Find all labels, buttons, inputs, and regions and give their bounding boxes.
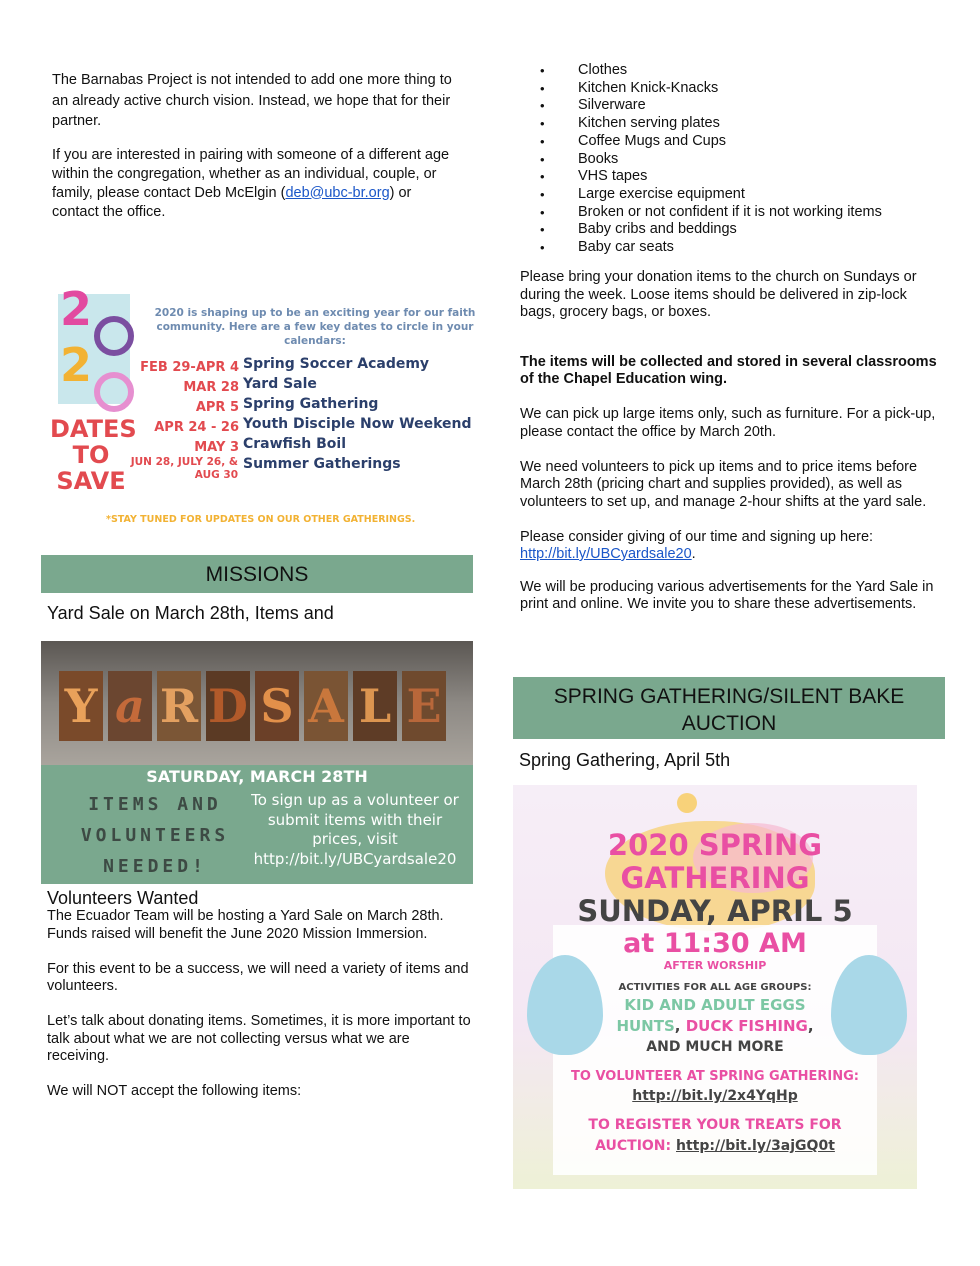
date-label: APR 5 bbox=[195, 400, 239, 415]
poster-hunts-line bbox=[513, 1016, 917, 1037]
dates-title-line3: SAVE bbox=[56, 467, 126, 495]
banner-left-line2: VOLUNTEERS bbox=[80, 825, 230, 846]
pickup-paragraph: We can pick up large items only, such as furniture. For a pick-up, please contact the office by March 20th. bbox=[520, 406, 936, 440]
volunteers-p1: The Ecuador Team will be hosting a Yard Sale on March 28th. Funds raised will benefit the June 2020 Mission Immersion. bbox=[47, 908, 444, 942]
block-letter: a bbox=[108, 671, 152, 741]
dates-digit-2b: 2 bbox=[60, 338, 93, 392]
poster-more: AND MUCH MORE bbox=[646, 1039, 784, 1055]
poster-volunteer-link[interactable]: http://bit.ly/2x4YqHp bbox=[632, 1088, 798, 1104]
poster-date: SUNDAY, APRIL 5 bbox=[577, 894, 853, 928]
dates-intro: 2020 is shaping up to be an exciting year for our faith community. Here are a few key dates to circle in your calendars: bbox=[154, 307, 476, 347]
dates-title-line2: TO bbox=[72, 441, 110, 469]
dates-row-2 bbox=[134, 376, 239, 395]
event-label-1: Spring Soccer Academy bbox=[243, 356, 430, 372]
dates-to-save-graphic bbox=[46, 282, 486, 530]
volunteers-heading: Volunteers Wanted bbox=[47, 888, 199, 908]
spring-heading-line1: SPRING GATHERING/SILENT BAKE bbox=[553, 685, 905, 708]
block-letter: S bbox=[255, 671, 299, 741]
list-item: • Broken or not confident if it is not working items bbox=[520, 204, 940, 222]
spring-gathering-heading-band bbox=[513, 677, 945, 739]
need-volunteers-paragraph: We need volunteers to pick up items and to price items before March 28th (pricing chart and supplies provided), as well as volunteers to set up, and manage 2-hour shifts at the yard sale. bbox=[520, 458, 927, 510]
poster-content bbox=[513, 829, 917, 1157]
volunteers-p3: Let’s talk about donating items. Sometimes, it is more important to talk about what we are not collecting versus what we are receiving. bbox=[47, 1013, 471, 1064]
intro-paragraph: The Barnabas Project is not intended to add one more thing to an already active church vision. Instead, we hope that for their partner. bbox=[52, 72, 452, 129]
poster-eggs: KID AND ADULT EGGS bbox=[624, 996, 806, 1014]
signup-link[interactable]: http://bit.ly/UBCyardsale20 bbox=[520, 546, 692, 562]
poster-time: at 11:30 AM bbox=[623, 928, 807, 959]
date-label: MAY 3 bbox=[194, 440, 239, 455]
banner-left-line1: ITEMS AND bbox=[88, 794, 222, 815]
storage-paragraph: The items will be collected and stored in several classrooms of the Chapel Education wing. bbox=[520, 353, 937, 387]
dates-digit-2: 2 bbox=[60, 282, 93, 336]
poster-auction-line bbox=[513, 1135, 917, 1157]
poster-after-worship: AFTER WORSHIP bbox=[663, 959, 767, 972]
poster-duck: DUCK FISHING bbox=[685, 1017, 808, 1035]
dates-row-5 bbox=[134, 436, 239, 455]
event-label-4: Youth Disciple Now Weekend bbox=[243, 416, 472, 432]
contact-paragraph bbox=[52, 146, 452, 222]
volunteers-p2: For this event to be a success, we will need a variety of items and volunteers. bbox=[47, 960, 469, 994]
list-item: • Baby car seats bbox=[520, 239, 940, 257]
list-item: • Silverware bbox=[520, 97, 940, 115]
dates-title bbox=[50, 415, 137, 495]
poster-title-line2: GATHERING bbox=[620, 861, 810, 895]
dates-title-line1: DATES bbox=[50, 415, 137, 443]
list-item: • Large exercise equipment bbox=[520, 186, 940, 204]
letterpress-blocks bbox=[59, 671, 459, 747]
banner-right-url: http://bit.ly/UBCyardsale20 bbox=[253, 849, 457, 868]
volunteers-section bbox=[47, 888, 472, 1101]
block-letter: E bbox=[402, 671, 446, 741]
block-letter: L bbox=[353, 671, 397, 741]
list-item: • Clothes bbox=[520, 62, 940, 80]
block-letter: R bbox=[157, 671, 201, 741]
block-letter: D bbox=[206, 671, 250, 741]
date-label: MAR 28 bbox=[183, 380, 239, 395]
event-label-6: Summer Gatherings bbox=[243, 456, 401, 472]
banner-date: SATURDAY, MARCH 28TH bbox=[146, 767, 368, 786]
poster-comma2: , bbox=[807, 1017, 814, 1035]
right-text-section bbox=[520, 269, 945, 614]
dates-row-4 bbox=[134, 416, 239, 435]
yard-sale-banner bbox=[41, 641, 473, 884]
not-accepted-list bbox=[520, 62, 940, 257]
banner-left-line3: NEEDED! bbox=[103, 856, 207, 877]
poster-auction: AUCTION: bbox=[595, 1138, 672, 1154]
block-letter: A bbox=[304, 671, 348, 741]
banner-right-text bbox=[245, 791, 465, 869]
date-label: APR 24 - 26 bbox=[154, 420, 239, 435]
bring-items-paragraph: Please bring your donation items to the church on Sundays or during the week. Loose items should be delivered in zip-lock bags, grocery bags, or boxes. bbox=[520, 269, 917, 320]
decorative-dot bbox=[677, 793, 697, 813]
dates-digit-0 bbox=[94, 316, 134, 356]
spring-gathering-poster bbox=[513, 785, 917, 1189]
volunteers-p4: We will NOT accept the following items: bbox=[47, 1083, 302, 1099]
missions-subheading: Yard Sale on March 28th, Items and bbox=[47, 603, 334, 623]
dates-digit-0b bbox=[94, 372, 134, 412]
event-label-2: Yard Sale bbox=[243, 376, 317, 392]
date-label: JUN 28, JULY 26, & AUG 30 bbox=[130, 456, 238, 481]
poster-auction-link[interactable]: http://bit.ly/3ajGQ0t bbox=[676, 1138, 835, 1154]
poster-hunts: HUNTS bbox=[616, 1017, 675, 1035]
poster-activities: ACTIVITIES FOR ALL AGE GROUPS: bbox=[618, 982, 812, 993]
list-item: • Kitchen serving plates bbox=[520, 115, 940, 133]
banner-left-text bbox=[55, 789, 255, 882]
missions-heading: MISSIONS bbox=[205, 563, 309, 586]
poster-title-line1: 2020 SPRING bbox=[607, 828, 823, 862]
list-item: • Coffee Mugs and Cups bbox=[520, 133, 940, 151]
poster-comma: , bbox=[674, 1017, 686, 1035]
intro-section bbox=[52, 70, 452, 222]
spring-subheading: Spring Gathering, April 5th bbox=[519, 750, 731, 770]
consider-paragraph: Please consider giving of our time and signing up here: http://bit.ly/UBCyardsale20. bbox=[520, 528, 874, 562]
dates-row-6 bbox=[128, 456, 238, 482]
block-letter: Y bbox=[59, 671, 103, 741]
banner-right-copy: To sign up as a volunteer or submit items with their prices, visit bbox=[251, 791, 459, 848]
list-item: • Kitchen Knick-Knacks bbox=[520, 80, 940, 98]
list-item: • Baby cribs and beddings bbox=[520, 221, 940, 239]
list-item: • Books bbox=[520, 151, 940, 169]
consider-text: Please consider giving of our time and signing up here: bbox=[520, 528, 874, 545]
date-label: FEB 29-APR 4 bbox=[140, 360, 239, 375]
dates-footnote: *STAY TUNED FOR UPDATES ON OUR OTHER GATHERINGS. bbox=[106, 514, 416, 525]
contact-end: ) or contact the office. bbox=[52, 184, 412, 220]
dates-row-1 bbox=[134, 356, 239, 375]
poster-volunteer: TO VOLUNTEER AT SPRING GATHERING: bbox=[571, 1069, 859, 1084]
contact-text: If you are interested in pairing with someone of a different age within the congregation, whether as an individual, couple, or family, please contact Deb McElgin ( bbox=[52, 146, 450, 201]
advertisements-paragraph: We will be producing various advertisements for the Yard Sale in print and online. We invite you to share these advertisements. bbox=[520, 578, 934, 612]
event-label-3: Spring Gathering bbox=[243, 396, 379, 412]
email-link[interactable]: deb@ubc-br.org bbox=[285, 184, 390, 201]
poster-register: TO REGISTER YOUR TREATS FOR bbox=[588, 1117, 842, 1133]
missions-heading-band bbox=[41, 555, 473, 593]
event-label-5: Crawfish Boil bbox=[243, 436, 346, 452]
list-item: • VHS tapes bbox=[520, 168, 940, 186]
dates-row-3 bbox=[134, 396, 239, 415]
spring-heading-line2: AUCTION bbox=[681, 712, 777, 735]
